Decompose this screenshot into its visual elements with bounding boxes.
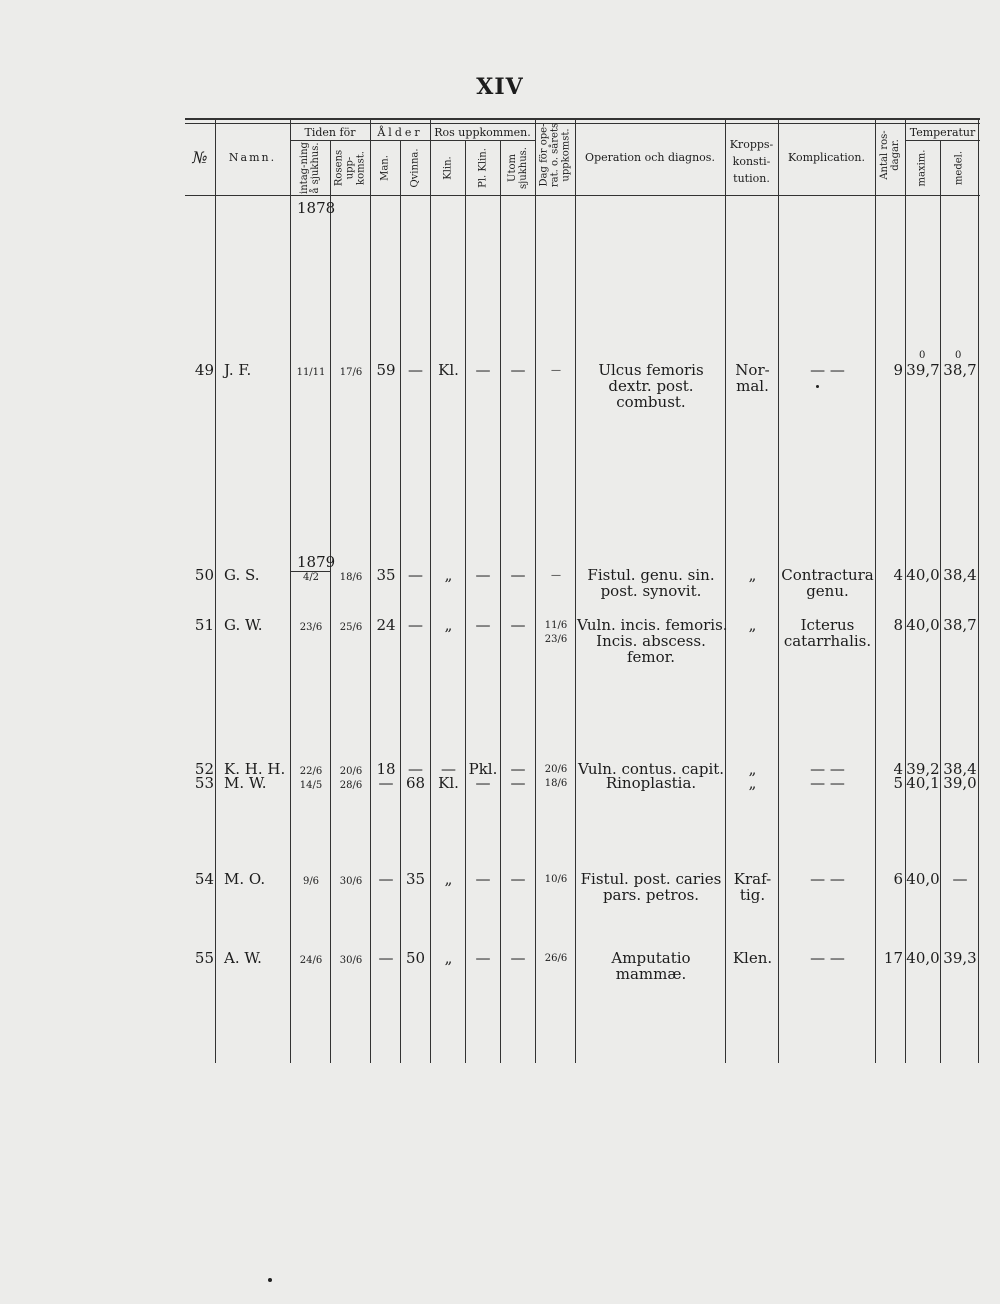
cell-klin: „ [444, 949, 453, 967]
cell-diagnosis-line: Rinoplastia. [605, 774, 697, 792]
header-temperatur: Temperatur [909, 126, 976, 139]
col-rule [535, 118, 536, 1063]
year-1878: 1878 [297, 199, 336, 217]
cell-no: 50 [194, 566, 214, 584]
cell-rosens: 18/6 [339, 572, 363, 583]
col-rule [500, 140, 501, 1063]
cell-klin: Kl. [438, 361, 459, 379]
cell-complication: — — [810, 361, 845, 379]
cell-man: 18 [376, 760, 396, 778]
cell-dag: 18/6 [544, 778, 568, 789]
cell-man: 24 [376, 616, 396, 634]
cell-name: M. W. [224, 774, 267, 792]
cell-name: J. F. [224, 361, 252, 379]
cell-dag: — [551, 365, 561, 376]
table-top-rule [185, 118, 980, 120]
cell-maxim: 40,0 [906, 949, 940, 967]
cell-diagnosis-line: mammæ. [615, 965, 687, 983]
header-intagning: intag-ning å sjukhus. [299, 142, 321, 194]
header-operation: Operation och diagnos. [585, 151, 715, 164]
cell-constitution: tig. [739, 886, 766, 904]
cell-medel: 38,7 [943, 616, 977, 634]
cell-diagnosis-line: dextr. post. [608, 377, 694, 395]
cell-dag: 10/6 [544, 874, 568, 885]
header-rosens: Rosens upp-komst. [333, 149, 367, 187]
cell-antal: 4 [893, 760, 903, 778]
cell-diagnosis-line: combust. [616, 393, 686, 411]
degree-mark: 0 [919, 350, 926, 361]
cell-intag: 24/6 [299, 955, 323, 966]
cell-utom: — [510, 566, 526, 584]
cell-klin: „ [444, 566, 453, 584]
cell-no: 53 [194, 774, 214, 792]
cell-plklin: Pkl. [468, 760, 498, 778]
cell-constitution: „ [748, 760, 757, 778]
cell-diagnosis-line: Vuln. contus. capit. [577, 760, 725, 778]
cell-constitution: „ [748, 566, 757, 584]
cell-name: K. H. H. [224, 760, 286, 778]
cell-complication: Contractura [781, 566, 874, 584]
cell-intag: 22/6 [299, 766, 323, 777]
cell-man: — [378, 870, 394, 888]
header-komplikation: Komplication. [788, 151, 865, 164]
cell-dag: 11/6 23/6 [544, 620, 568, 645]
cell-plklin: — [475, 949, 491, 967]
cell-qvinna: 35 [405, 870, 426, 888]
col-rule [465, 140, 466, 1063]
header-name: Namn. [228, 151, 277, 164]
cell-antal: 5 [893, 774, 903, 792]
cell-complication: Icterus [800, 616, 855, 634]
cell-rosens: 30/6 [339, 876, 363, 887]
col-rule [875, 118, 876, 1063]
cell-antal: 17 [883, 949, 903, 967]
cell-medel: 38,4 [943, 760, 977, 778]
cell-rosens: 30/6 [339, 955, 363, 966]
cell-no: 54 [194, 870, 214, 888]
header-dag: Dag för ope-rat. o. sårets uppkomst. [538, 122, 572, 188]
cell-intag: 23/6 [299, 622, 323, 633]
cell-antal: 4 [893, 566, 903, 584]
cell-constitution: Nor- [735, 361, 770, 379]
cell-man: — [378, 774, 394, 792]
cell-qvinna: — [408, 760, 423, 778]
header-alder: Ålder [377, 126, 423, 139]
header-kropps: Kropps-konsti-tution. [729, 138, 774, 185]
temp-rule [905, 140, 980, 141]
cell-antal: 8 [893, 616, 903, 634]
cell-man: 59 [376, 361, 396, 379]
cell-intag: 11/11 [296, 367, 326, 378]
cell-no: 52 [194, 760, 214, 778]
col-rule [330, 140, 331, 1063]
cell-diagnosis-line: pars. petros. [602, 886, 700, 904]
cell-qvinna: — [408, 361, 423, 379]
col-rule [400, 140, 401, 1063]
cell-medel: 38,4 [943, 566, 977, 584]
header-man: Man. [379, 155, 391, 181]
table-top-rule-2 [185, 123, 980, 124]
cell-diagnosis-line: Fistul. genu. sin. [587, 566, 715, 584]
cell-medel: 39,0 [943, 774, 977, 792]
cell-man: 35 [376, 566, 396, 584]
header-tiden-for: Tiden för [304, 126, 356, 139]
cell-diagnosis-line: Fistul. post. caries [580, 870, 722, 888]
cell-complication: — — [810, 774, 845, 792]
cell-rosens: 25/6 [339, 622, 363, 633]
cell-name: M. O. [224, 870, 266, 888]
cell-utom: — [510, 949, 526, 967]
cell-diagnosis-line: Ulcus femoris [598, 361, 704, 379]
cell-medel: 38,7 [943, 361, 977, 379]
col-rule [370, 118, 371, 1063]
header-maxim: maxim. [916, 149, 928, 187]
cell-complication: catarrhalis. [783, 632, 872, 650]
header-klin: Klin. [442, 156, 454, 180]
cell-dag: 20/6 [544, 764, 568, 775]
cell-qvinna: — [408, 566, 423, 584]
cell-maxim: 40,0 [906, 566, 940, 584]
cell-plklin: — [475, 870, 491, 888]
cell-constitution: „ [748, 616, 757, 634]
cell-medel: 39,3 [943, 949, 977, 967]
col-rule [778, 118, 779, 1063]
cell-intag: 14/5 [299, 780, 323, 791]
cell-rosens: 28/6 [339, 780, 363, 791]
cell-diagnosis-line: Incis. abscess. [596, 632, 706, 650]
col-rule [575, 118, 576, 1063]
header-antal: Antal ros-dagar. [879, 130, 901, 180]
col-rule [940, 140, 941, 1063]
cell-dag: — [551, 570, 561, 581]
cell-klin: — [441, 760, 456, 778]
header-utom: Utom sjukhus. [507, 147, 529, 189]
cell-complication: genu. [806, 582, 849, 600]
cell-klin: Kl. [438, 774, 459, 792]
cell-plklin: — [475, 361, 491, 379]
cell-medel: — [952, 870, 968, 888]
cell-maxim: 40,0 [906, 616, 940, 634]
degree-mark: 0 [955, 350, 962, 361]
cell-constitution: Klen. [732, 949, 773, 967]
cell-complication: — — [810, 760, 845, 778]
cell-no: 51 [194, 616, 214, 634]
cell-no: 55 [194, 949, 214, 967]
cell-maxim: 39,2 [906, 760, 940, 778]
cell-antal: 9 [893, 361, 903, 379]
cell-rosens: 17/6 [339, 367, 363, 378]
cell-constitution: „ [748, 774, 757, 792]
cell-intag: 9/6 [302, 876, 320, 887]
cell-diagnosis-line: post. synovit. [600, 582, 702, 600]
col-rule [905, 118, 906, 1063]
header-bottom-rule [185, 195, 980, 196]
cell-qvinna: — [408, 616, 423, 634]
cell-complication: — — [810, 870, 845, 888]
cell-diagnosis-line: Amputatio [611, 949, 691, 967]
cell-no: 49 [194, 361, 214, 379]
header-pl-klin: Pl. Klin. [477, 148, 489, 188]
cell-utom: — [510, 361, 526, 379]
cell-constitution: Kraf- [733, 870, 772, 888]
cell-plklin: — [475, 566, 491, 584]
ink-speck [816, 385, 819, 388]
cell-rosens: 20/6 [339, 766, 363, 777]
cell-maxim: 39,7 [906, 361, 940, 379]
cell-utom: — [510, 760, 526, 778]
page-number: XIV [476, 74, 524, 100]
cell-man: — [378, 949, 394, 967]
cell-qvinna: 50 [405, 949, 426, 967]
cell-dag: 26/6 [544, 953, 568, 964]
col-rule [215, 118, 216, 1063]
header-medel: medel. [953, 150, 965, 186]
ink-speck [268, 1278, 272, 1282]
cell-utom: — [510, 870, 526, 888]
cell-diagnosis-line: femor. [627, 648, 675, 666]
col-rule [725, 118, 726, 1063]
col-rule [290, 118, 291, 1063]
year-1879: 1879 [297, 553, 336, 571]
col-rule [430, 118, 431, 1063]
cell-utom: — [510, 616, 526, 634]
cell-plklin: — [475, 616, 491, 634]
header-qvinna: Qvinna. [409, 148, 421, 188]
cell-utom: — [510, 774, 526, 792]
cell-name: A. W. [224, 949, 262, 967]
cell-diagnosis-line: Vuln. incis. femoris. [577, 616, 728, 634]
cell-klin: „ [444, 870, 453, 888]
cell-constitution: mal. [736, 377, 769, 395]
cell-complication: — — [810, 949, 845, 967]
cell-klin: „ [444, 616, 453, 634]
header-no: № [192, 148, 208, 167]
cell-intag: 4/2 [302, 572, 320, 583]
cell-name: G. S. [224, 566, 260, 584]
cell-qvinna: 68 [405, 774, 426, 792]
cell-maxim: 40,1 [906, 774, 940, 792]
cell-name: G. W. [224, 616, 263, 634]
col-rule [978, 118, 979, 1063]
cell-antal: 6 [893, 870, 903, 888]
cell-plklin: — [475, 774, 491, 792]
ros-rule [430, 140, 535, 141]
header-ros-uppkommen: Ros uppkommen. [434, 126, 531, 139]
cell-maxim: 40,0 [906, 870, 940, 888]
